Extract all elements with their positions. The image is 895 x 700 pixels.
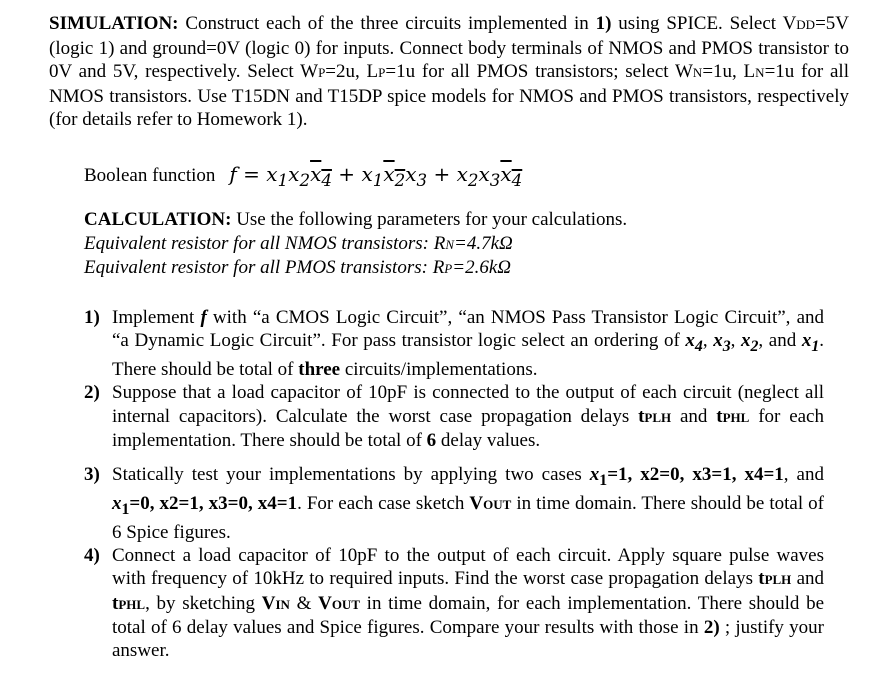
- task-list-b: [84, 463, 824, 662]
- boolean-function-line: [84, 162, 522, 190]
- task-list-a: [84, 306, 824, 452]
- task-item-1: 1) Implement f with “a CMOS Logic Circuit”, “an NMOS Pass Transistor Logic Circuit”, and “a Dynamic Logic Circuit”. For pass transistor logic select an ordering of $x_4$, $x_3$, $x_2$, and $x_1$. There should be total of three circuits/implementations.: [84, 307, 825, 381]
- calculation-heading: CALCULATION:: [84, 209, 232, 230]
- boolean-function-label: Boolean function: [84, 165, 216, 186]
- calculation-intro: CALCULATION: Use the following parameters for your calculations.: [84, 209, 628, 230]
- calculation-section: [84, 208, 627, 281]
- task-item-4: 4) Connect a load capacitor of 10pF to the output of each circuit. Apply square pulse waves with frequency of 10kHz to required inputs. Find the worst case propagation delays tPLH and tPHL, by sketching VIN & VOUT in time domain, for each implementation. There should be total of 6 delay values and Spice figures. Compare your results with those in 2) ; justify your answer.: [84, 545, 825, 662]
- boolean-expression: $f = x_1x_2x_4 + x_1x_2x_3 + x_2x_3x_4$: [229, 162, 523, 190]
- ref-item-1: 1): [595, 13, 612, 34]
- pmos-resistor-line: Equivalent resistor for all PMOS transistors: RP=2.6kΩ: [84, 257, 511, 278]
- simulation-heading: SIMULATION:: [49, 13, 179, 34]
- simulation-paragraph: SIMULATION: Construct each of the three circuits implemented in 1) using SPICE. Select VDD=5V (logic 1) and ground=0V (logic 0) for inputs. Connect body terminals of NMOS and PMOS transistor to 0V and 5V, respectively. Select WP=2u, LP=1u for all PMOS transistors; select WN=1u, LN=1u for all NMOS transistors. Use T15DN and T15DP spice models for NMOS and PMOS transistors, respectively (for details refer to Homework 1).: [49, 13, 850, 131]
- nmos-resistor-line: Equivalent resistor for all NMOS transistors: RN=4.7kΩ: [84, 232, 513, 254]
- task-item-3: 3) Statically test your implementations by applying two cases $x_1=1$, x2=0, x3=1, x4=1, and $x_1=0$, x2=1, x3=0, x4=1. For each case sketch VOUT in time domain. There should be total of 6 Spice figures.: [84, 464, 824, 543]
- task-item-2: 2) Suppose that a load capacitor of 10pF is connected to the output of each circuit (neglect all internal capacitors). Calculate the worst case propagation delays tPLH and tPHL for each implementation. There should be total of 6 delay values.: [84, 382, 824, 451]
